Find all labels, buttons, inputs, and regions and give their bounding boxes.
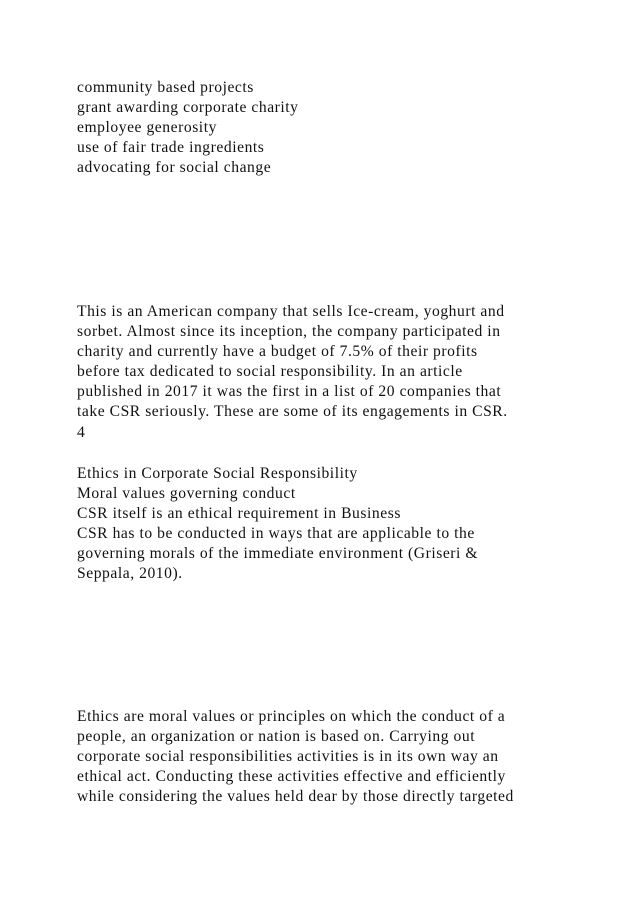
slide-number: 4 [77,423,86,441]
text-line: take CSR seriously. These are some of its engagements in CSR. [77,403,508,421]
text-line: Seppala, 2010). [77,565,183,583]
text-line: sorbet. Almost since its inception, the company participated in [77,323,501,341]
text-line: grant awarding corporate charity [77,99,299,117]
text-line: CSR itself is an ethical requirement in Business [77,505,401,523]
text-line: governing morals of the immediate environment (Griseri & [77,545,479,563]
ethics-in-csr-section [77,464,577,585]
text-line: published in 2017 it was the first in a list of 20 companies that [77,383,502,401]
text-line: people, an organization or nation is based on. Carrying out [77,728,476,746]
ethics-paragraph [77,707,577,807]
section-heading: Ethics in Corporate Social Responsibility [77,465,358,482]
csr-engagements-list [77,78,577,178]
text-line: before tax dedicated to social responsibility. In an article [77,363,463,381]
text-line: community based projects [77,79,254,96]
company-description-paragraph [77,302,577,443]
text-line: use of fair trade ingredients [77,139,265,157]
text-line: Moral values governing conduct [77,485,296,503]
text-line: charity and currently have a budget of 7.5% of their profits [77,343,478,361]
text-line: advocating for social change [77,159,272,177]
text-line: corporate social responsibilities activities is in its own way an [77,748,499,766]
text-line: This is an American company that sells Ice-cream, yoghurt and [77,303,505,320]
text-line: ethical act. Conducting these activities effective and efficiently [77,768,506,786]
text-line: CSR has to be conducted in ways that are applicable to the [77,525,475,543]
text-line: Ethics are moral values or principles on which the conduct of a [77,708,506,725]
text-line: employee generosity [77,119,217,137]
text-line: while considering the values held dear by those directly targeted [77,788,514,806]
